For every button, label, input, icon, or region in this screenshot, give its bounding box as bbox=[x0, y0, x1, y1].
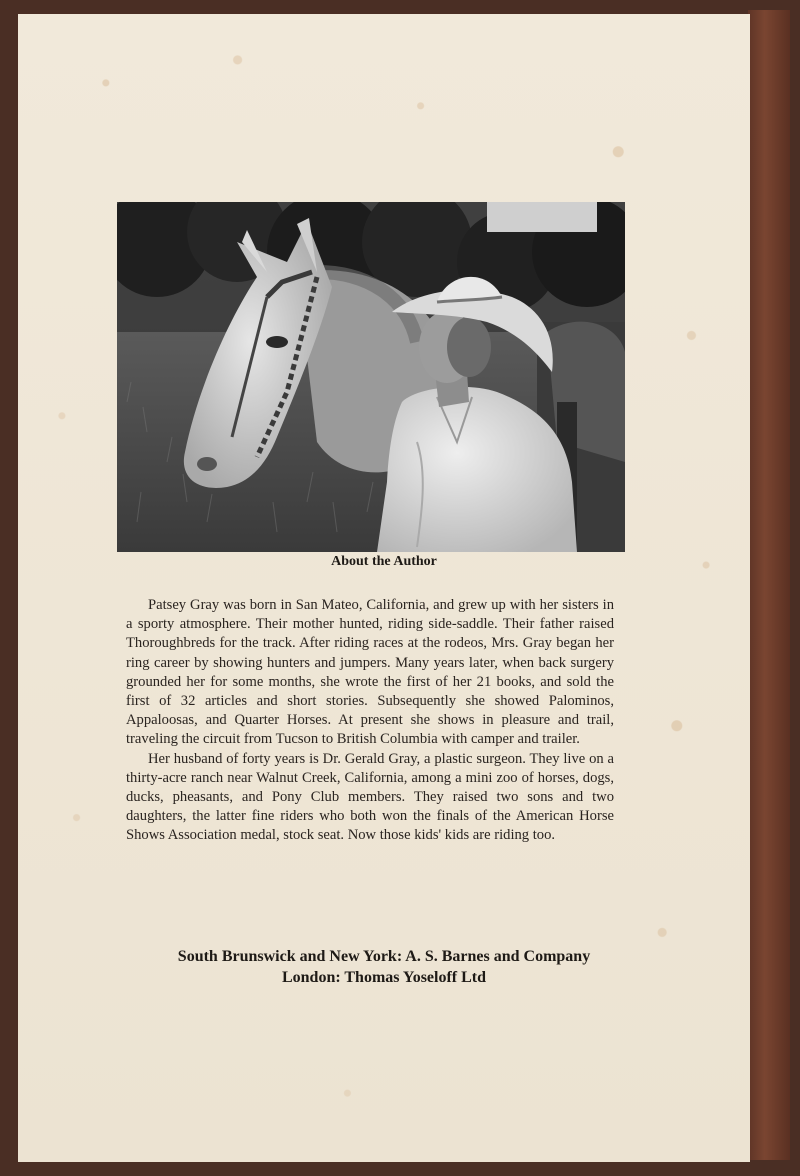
publisher-imprint bbox=[18, 946, 750, 988]
bio-paragraph: Her husband of forty years is Dr. Gerald Gray, a plastic surgeon. They live on a thirty-acre ranch near Walnut Creek, California, among a mini zoo of horses, dogs, ducks, pheasants, and Pony Club members. They raised two sons and two daughters, the latter fine riders who both won the finals of the American Horse Shows Association medal, stock seat. Now those kids' kids are riding too. bbox=[126, 750, 614, 844]
author-bio bbox=[126, 596, 614, 846]
publisher-line: South Brunswick and New York: A. S. Barnes and Company bbox=[177, 948, 591, 965]
bio-paragraph: Patsey Gray was born in San Mateo, California, and grew up with her sisters in a sporty atmosphere. Their mother hunted, riding side-saddle. Their father raised Thoroughbreds for the track. After riding races at the rodeos, Mrs. Gray began her ring career by showing hunters and jumpers. Many years later, when back surgery grounded her for some months, she wrote the first of her 21 books, and sold the first of 32 articles and short stories. Subsequently she showed Palominos, Appaloosas, and Quarter Horses. At present she shows in pleasure and trail, traveling the circuit from Tucson to British Columbia with camper and trailer. bbox=[126, 597, 614, 748]
photo-caption: About the Author bbox=[331, 554, 437, 569]
book-spine bbox=[748, 10, 790, 1160]
dust-jacket bbox=[18, 14, 750, 1162]
author-with-horse-image bbox=[117, 202, 625, 552]
publisher-line: London: Thomas Yoseloff Ltd bbox=[281, 969, 487, 986]
author-photo bbox=[117, 202, 625, 552]
